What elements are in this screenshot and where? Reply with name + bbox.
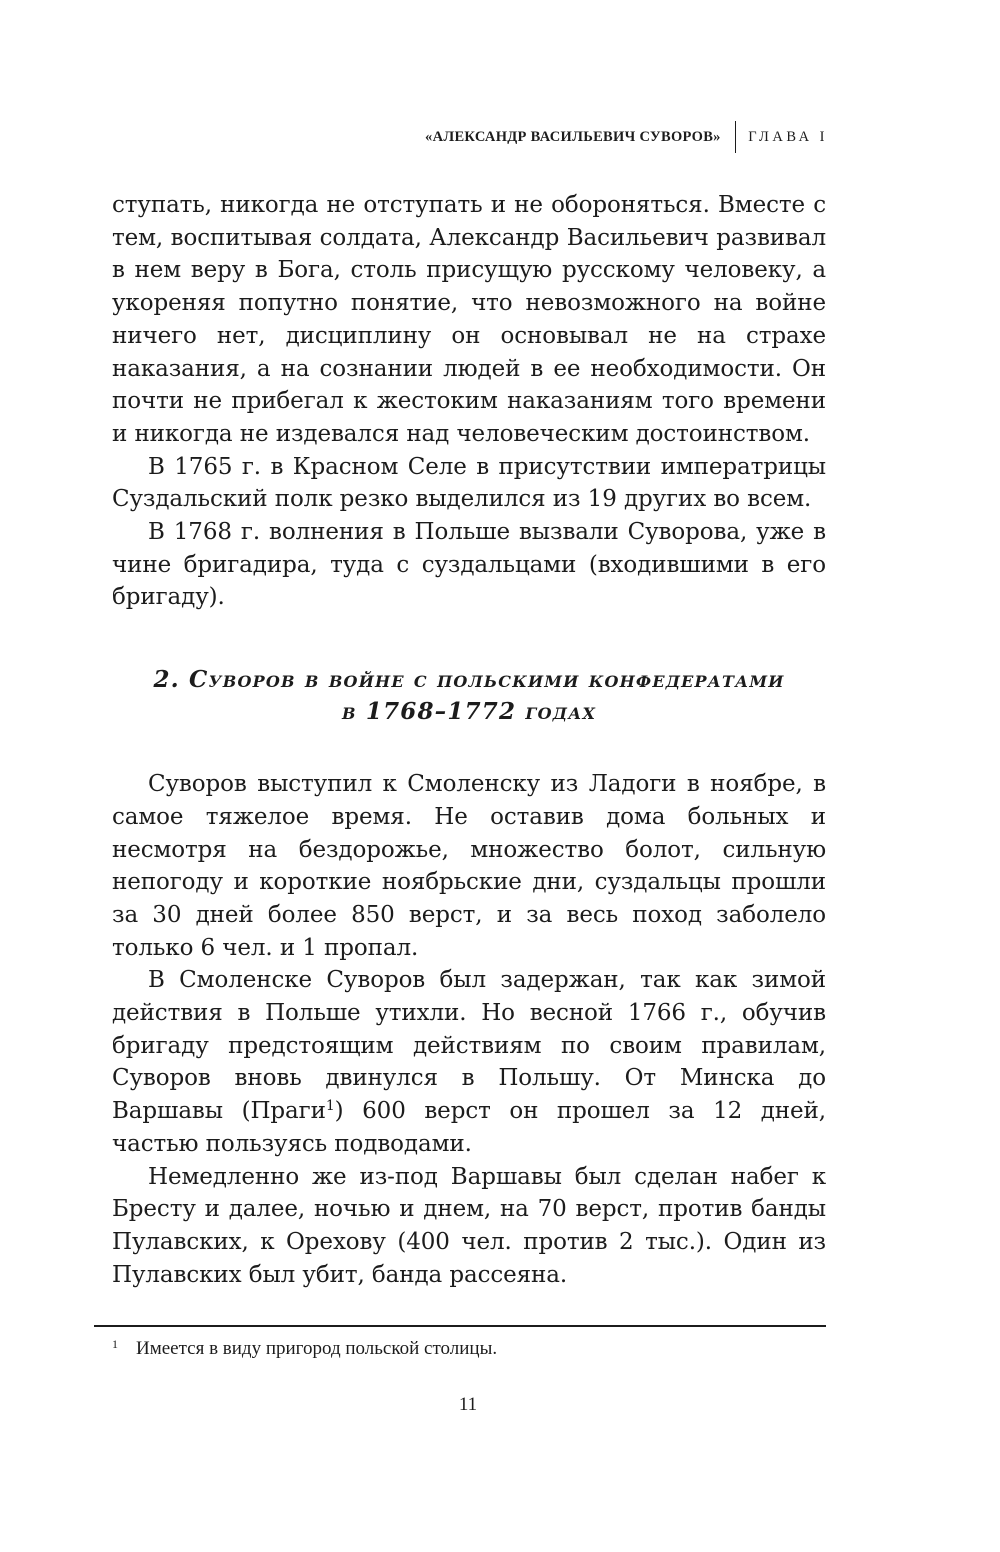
body-paragraph: ступать, никогда не отступать и не обороняться. Вместе с тем, воспитывая солдата, Александр Васильевич развивал в нем веру в Бога, столь присущую русскому человеку, а укореняя попутно понятие, что невозможного на войне ничего нет, дисциплину он основывал не на страхе наказания, а на сознании людей в ее необходимости. Он почти не прибегал к жестоким наказаниям того времени и никогда не издевался над человеческим достоинством. bbox=[112, 192, 826, 447]
footnote-mark: 1 bbox=[112, 1337, 118, 1351]
body-paragraph: Немедленно же из-под Варшавы был сделан набег к Бресту и далее, ночью и днем, на 70 верст, против банды Пулавских, к Орехову (400 чел. против 2 тыс.). Один из Пулавских был убит, банда рассеяна. bbox=[112, 1163, 826, 1288]
section-heading-line: в 1768–1772 годах bbox=[341, 698, 597, 726]
footnote-text: Имеется в виду пригород польской столицы. bbox=[136, 1338, 498, 1359]
running-head bbox=[425, 121, 828, 153]
page-body bbox=[112, 189, 826, 1291]
footnote bbox=[112, 1336, 826, 1362]
running-head-chapter: ГЛАВА I bbox=[748, 128, 828, 145]
footnote-reference: 1 bbox=[325, 1098, 335, 1115]
running-head-divider bbox=[735, 121, 737, 153]
body-paragraph: В 1765 г. в Красном Селе в присутствии императрицы Суздальский полк резко выделился из 19 других во всем. bbox=[112, 453, 826, 513]
page-number: 11 bbox=[458, 1394, 478, 1415]
body-paragraph: В 1768 г. волнения в Польше вызвали Суворова, уже в чине бригадира, туда с суздальцами (входившими в его бригаду). bbox=[112, 519, 826, 611]
body-paragraph-with-footnote bbox=[112, 964, 826, 1160]
footnote-divider bbox=[94, 1325, 826, 1327]
section-heading bbox=[112, 664, 826, 728]
running-head-book-title: «АЛЕКСАНДР ВАСИЛЬЕВИЧ СУВОРОВ» bbox=[425, 128, 721, 145]
paragraph-text: ) 600 верст он прошел за 12 дней, частью пользуясь подводами. bbox=[112, 1098, 826, 1157]
section-heading-line: 2. Суворов в войне с польскими конфедератами bbox=[153, 666, 785, 694]
paragraph-text: В Смоленске Суворов был задержан, так как зимой действия в Польше утихли. Но весной 1766 г., обучив бригаду предстоящим действиям по своим правилам, Суворов вновь двинулся в Польшу. От Минска до Варшавы (Праги bbox=[112, 967, 826, 1125]
body-paragraph: Суворов выступил к Смоленску из Ладоги в ноябре, в самое тяжелое время. Не оставив дома больных и несмотря на бездорожье, множество болот, сильную непогоду и короткие ноябрьские дни, суздальцы прошли за 30 дней более 850 верст, и за весь поход заболело только 6 чел. и 1 пропал. bbox=[112, 771, 826, 961]
